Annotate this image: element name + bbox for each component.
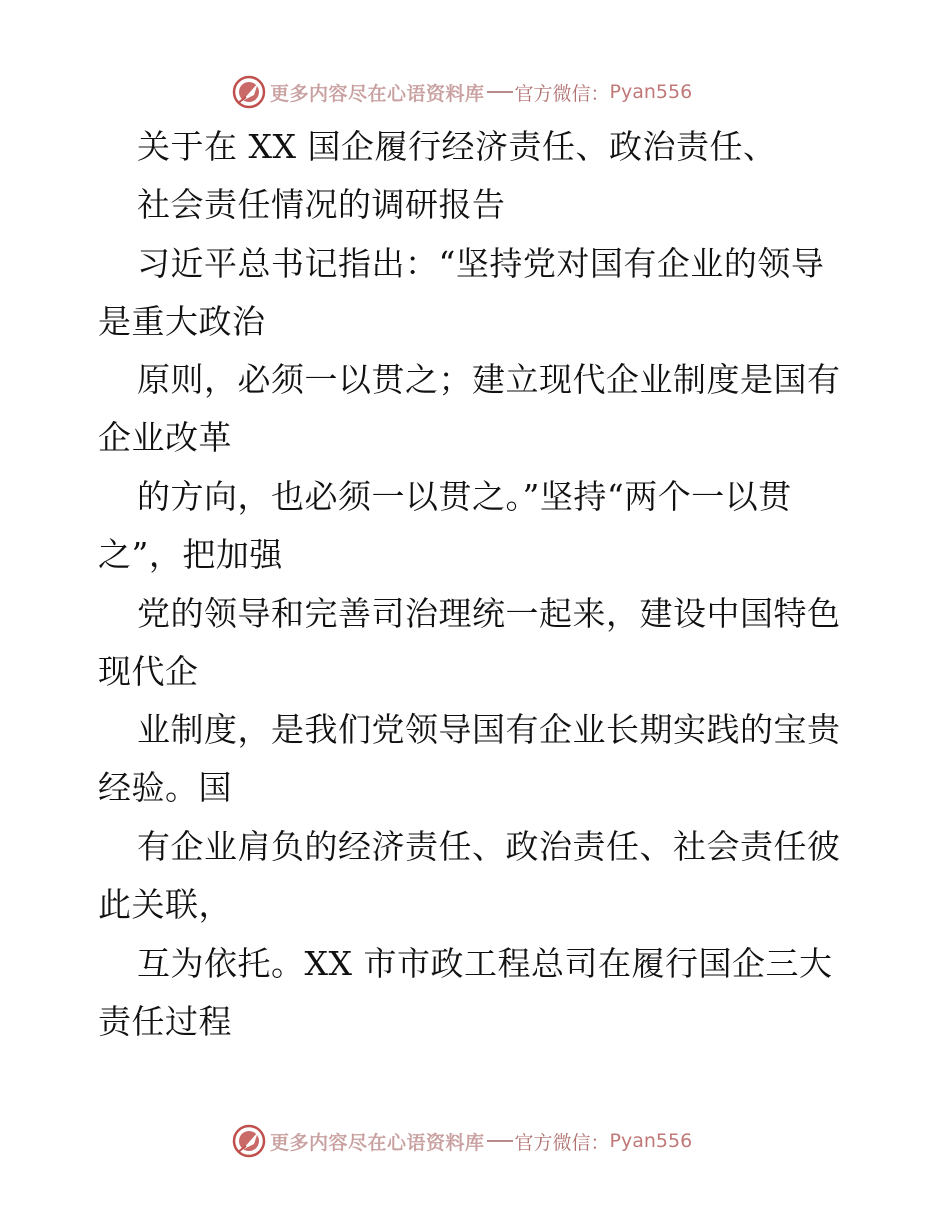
body-line: 现代企 bbox=[98, 652, 199, 691]
body-line: 有企业肩负的经济责任、政治责任、社会责任彼 bbox=[137, 827, 841, 866]
body-line: 经验。国 bbox=[98, 768, 232, 807]
footer-watermark bbox=[232, 1121, 692, 1161]
body-line: 原则，必须一以贯之；建立现代企业制度是国有 bbox=[137, 360, 841, 399]
body-line: 党的领导和完善司治理统一起来，建设中国特色 bbox=[137, 594, 841, 633]
body-line: 之”，把加强 bbox=[98, 535, 283, 574]
watermark-dash bbox=[487, 91, 513, 93]
watermark-id: Pyan556 bbox=[609, 1130, 693, 1152]
watermark-text: 更多内容尽在心语资料库 bbox=[270, 82, 485, 105]
watermark-label: 官方微信： bbox=[514, 82, 610, 105]
body-line: 企业改革 bbox=[98, 418, 232, 457]
watermark-label: 官方微信： bbox=[514, 1131, 610, 1154]
body-line: 责任过程 bbox=[98, 1002, 232, 1041]
quill-logo-icon bbox=[232, 75, 266, 109]
body-line: 的方向，也必须一以贯之。”坚持“两个一以贯 bbox=[137, 477, 792, 516]
watermark-dash bbox=[487, 1140, 513, 1142]
doc-title-line-2: 社会责任情况的调研报告 bbox=[137, 185, 506, 224]
body-line: 习近平总书记指出：“坚持党对国有企业的领导 bbox=[137, 244, 825, 283]
body-line: 此关联， bbox=[98, 885, 232, 924]
watermark-id: Pyan556 bbox=[609, 81, 693, 103]
watermark-text: 更多内容尽在心语资料库 bbox=[270, 1131, 485, 1154]
body-line: 互为依托。XX 市市政工程总司在履行国企三大 bbox=[137, 944, 833, 983]
quill-logo-icon bbox=[232, 1124, 266, 1158]
body-line: 业制度，是我们党领导国有企业长期实践的宝贵 bbox=[137, 710, 841, 749]
doc-title-line-1: 关于在 XX 国企履行经济责任、政治责任、 bbox=[137, 127, 777, 166]
header-watermark bbox=[232, 72, 692, 112]
body-line: 是重大政治 bbox=[98, 302, 266, 341]
